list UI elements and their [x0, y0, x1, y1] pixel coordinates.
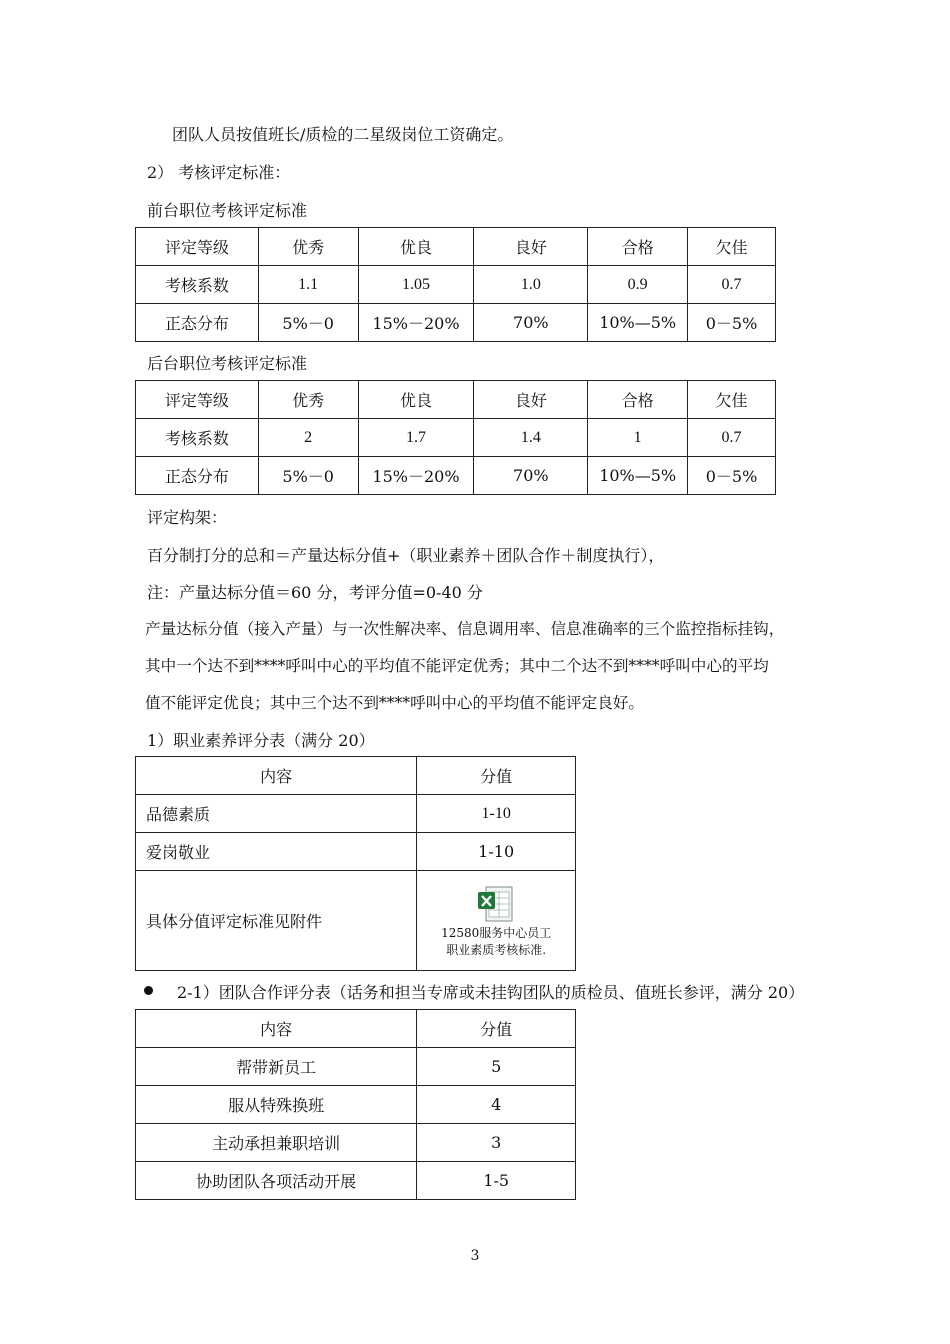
- table-cell: 1.7: [358, 419, 474, 457]
- table-cell: 评定等级: [136, 381, 259, 419]
- table-cell: 4: [417, 1086, 576, 1124]
- table-cell: 考核系数: [136, 266, 259, 304]
- table-row: [136, 266, 776, 304]
- attachment-cell: [417, 871, 576, 971]
- table-row: [136, 457, 776, 495]
- table-row: [136, 381, 776, 419]
- table-cell: 70%: [474, 457, 588, 495]
- prof-table-title: 1）职业素养评分表（满分 20）: [147, 731, 375, 750]
- table-cell: 10%—5%: [588, 304, 688, 342]
- body-line: 其中一个达不到****呼叫中心的平均值不能评定优秀；其中二个达不到****呼叫中心的平均: [145, 657, 769, 675]
- table-cell: 1.1: [258, 266, 358, 304]
- table-cell: 0－5%: [688, 304, 776, 342]
- table-cell: 帮带新员工: [136, 1048, 417, 1086]
- table-cell: 协助团队各项活动开展: [136, 1162, 417, 1200]
- table-cell: 1.05: [358, 266, 474, 304]
- bullet-icon: [144, 986, 153, 995]
- table-cell: 1-10: [417, 833, 576, 871]
- formula-line: 百分制打分的总和＝产量达标分值+（职业素养＋团队合作＋制度执行），: [147, 546, 665, 565]
- back-table-title: 后台职位考核评定标准: [147, 354, 308, 373]
- table-cell: 品德素质: [136, 795, 417, 833]
- table-cell: 优良: [358, 381, 474, 419]
- table-cell: 服从特殊换班: [136, 1086, 417, 1124]
- table-cell: 3: [417, 1124, 576, 1162]
- table-cell: 1-10: [417, 795, 576, 833]
- front-table-title: 前台职位考核评定标准: [147, 201, 308, 220]
- table-row: [136, 795, 576, 833]
- table-row: [136, 419, 776, 457]
- table-cell: 优秀: [258, 381, 358, 419]
- table-row: [136, 1086, 576, 1124]
- attachment-caption: 12580服务中心员工: [441, 925, 552, 940]
- table-cell: 5%－0: [258, 304, 358, 342]
- table-cell: 1.0: [474, 266, 588, 304]
- paragraph-wage: 团队人员按值班长/质检的二星级岗位工资确定。: [172, 125, 514, 144]
- table-cell: 15%－20%: [358, 304, 474, 342]
- table-cell: 优良: [358, 228, 474, 266]
- table-cell: 10%—5%: [588, 457, 688, 495]
- attachment-caption: 职业素质考核标准.: [446, 942, 547, 957]
- table-header-cell: 内容: [136, 757, 417, 795]
- table-cell: 70%: [474, 304, 588, 342]
- table-cell: 正态分布: [136, 457, 259, 495]
- table-cell: 考核系数: [136, 419, 259, 457]
- table-row: [136, 871, 576, 971]
- body-line: 产量达标分值（接入产量）与一次性解决率、信息调用率、信息准确率的三个监控指标挂钩，: [145, 620, 785, 638]
- table-cell: 评定等级: [136, 228, 259, 266]
- table-cell: 良好: [474, 381, 588, 419]
- table-cell: 良好: [474, 228, 588, 266]
- back-standard-table: [135, 380, 776, 495]
- table-row: [136, 833, 576, 871]
- section-heading-standards: 2） 考核评定标准：: [147, 163, 291, 182]
- table-cell: 1.4: [474, 419, 588, 457]
- framework-label: 评定构架：: [147, 508, 228, 527]
- body-line: 值不能评定优良；其中三个达不到****呼叫中心的平均值不能评定良好。: [145, 694, 645, 712]
- table-cell: 5%－0: [258, 457, 358, 495]
- table-cell: 正态分布: [136, 304, 259, 342]
- prof-score-table: [135, 756, 576, 971]
- table-cell: 1-5: [417, 1162, 576, 1200]
- table-cell: 爱岗敬业: [136, 833, 417, 871]
- front-standard-table: [135, 227, 776, 342]
- table-cell: 欠佳: [688, 381, 776, 419]
- table-header-cell: 内容: [136, 1010, 417, 1048]
- table-cell: 0.9: [588, 266, 688, 304]
- attachment-link[interactable]: [417, 884, 575, 958]
- table-header-cell: 分值: [417, 757, 576, 795]
- table-cell: 5: [417, 1048, 576, 1086]
- table-row: [136, 1010, 576, 1048]
- table-cell: 合格: [588, 228, 688, 266]
- table-row: [136, 1048, 576, 1086]
- table-row: [136, 1124, 576, 1162]
- team-score-table: [135, 1009, 576, 1200]
- table-cell: 具体分值评定标准见附件: [136, 871, 417, 971]
- table-cell: 1: [588, 419, 688, 457]
- table-cell: 欠佳: [688, 228, 776, 266]
- table-cell: 合格: [588, 381, 688, 419]
- table-cell: 0.7: [688, 266, 776, 304]
- table-row: [136, 757, 576, 795]
- page-number: 3: [470, 1248, 480, 1264]
- table-row: [136, 228, 776, 266]
- table-cell: 主动承担兼职培训: [136, 1124, 417, 1162]
- table-cell: 0－5%: [688, 457, 776, 495]
- team-table-title: 2-1）团队合作评分表（话务和担当专席或未挂钩团队的质检员、值班长参评，满分 20）: [177, 983, 805, 1002]
- table-row: [136, 304, 776, 342]
- table-cell: 2: [258, 419, 358, 457]
- excel-file-icon: [476, 884, 516, 924]
- table-cell: 优秀: [258, 228, 358, 266]
- table-cell: 0.7: [688, 419, 776, 457]
- table-cell: 15%－20%: [358, 457, 474, 495]
- note-line: 注：产量达标分值＝60 分，考评分值=0-40 分: [147, 583, 483, 602]
- table-header-cell: 分值: [417, 1010, 576, 1048]
- table-row: [136, 1162, 576, 1200]
